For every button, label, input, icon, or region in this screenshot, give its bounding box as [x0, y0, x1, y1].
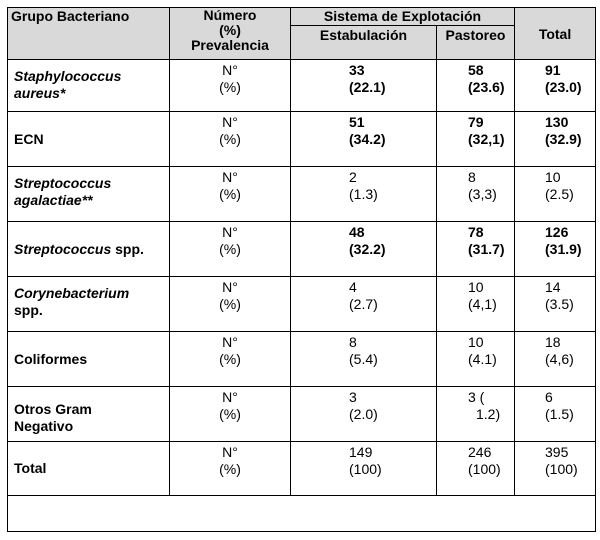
n-label: N°: [222, 279, 238, 295]
estabulacion-cell: [291, 332, 437, 387]
pastoreo-percent: (32,1): [468, 131, 505, 147]
n-label: N°: [222, 224, 238, 240]
pct-label: (%): [219, 241, 241, 257]
row-number-label: [170, 277, 291, 332]
n-label: N°: [222, 114, 238, 130]
total-count: 126: [545, 224, 569, 240]
estabulacion-count: 3: [349, 389, 357, 405]
total-cell: [515, 332, 596, 387]
estabulacion-percent: (1.3): [349, 186, 378, 202]
group-name-line1: Corynebacterium: [14, 285, 130, 301]
estabulacion-cell: [291, 387, 437, 442]
estabulacion-percent: (100): [349, 461, 382, 477]
estabulacion-count: 2: [349, 169, 357, 185]
pastoreo-count: 10: [468, 279, 484, 295]
row-group-name: [8, 167, 170, 222]
table-row: [8, 387, 596, 442]
group-name-line1: Coliformes: [14, 350, 88, 367]
group-name-line2: agalactiae**: [14, 192, 93, 208]
total-cell: [515, 277, 596, 332]
n-label: N°: [222, 444, 238, 460]
row-group-name: [8, 332, 170, 387]
pastoreo-count: 8: [468, 169, 476, 185]
estabulacion-percent: (32.2): [349, 241, 386, 257]
row-number-label: [170, 167, 291, 222]
pct-label: (%): [219, 351, 241, 367]
total-percent: (1.5): [545, 406, 574, 422]
group-name-line1: Otros Gram: [14, 401, 92, 417]
row-group-name: [8, 277, 170, 332]
estabulacion-count: 8: [349, 334, 357, 350]
pastoreo-percent: (3,3): [468, 186, 497, 202]
total-count: 14: [545, 279, 561, 295]
pastoreo-cell: [437, 277, 515, 332]
header-sistema-explotacion: Sistema de Explotación: [291, 8, 515, 26]
total-cell: [515, 222, 596, 277]
group-name-line2: spp.: [14, 302, 43, 318]
pct-label: (%): [219, 186, 241, 202]
header-grupo-bacteriano: Grupo Bacteriano: [8, 8, 170, 60]
table-row: [8, 222, 596, 277]
total-count: 91: [545, 62, 561, 78]
row-group-name: [8, 387, 170, 442]
pct-label: (%): [219, 131, 241, 147]
pastoreo-cell: [437, 167, 515, 222]
total-count: 6: [545, 389, 553, 405]
total-percent: (32.9): [545, 131, 582, 147]
estabulacion-count: 149: [349, 444, 373, 460]
pct-label: (%): [219, 79, 241, 95]
empty-footer-row: [8, 496, 596, 532]
estabulacion-percent: (2.7): [349, 296, 378, 312]
total-count: 18: [545, 334, 561, 350]
n-label: N°: [222, 334, 238, 350]
total-count: 10: [545, 169, 561, 185]
pastoreo-count: 3 (: [468, 389, 485, 405]
group-name-line1: Streptococcus: [14, 175, 112, 191]
table-row: [8, 277, 596, 332]
pastoreo-percent: (23.6): [468, 79, 505, 95]
row-group-name: [8, 442, 170, 496]
bacteria-prevalence-table: [7, 7, 596, 532]
pastoreo-cell: [437, 60, 515, 112]
total-cell: [515, 112, 596, 167]
n-label: N°: [222, 62, 238, 78]
pct-label: (%): [219, 296, 241, 312]
header-numero-line3: Prevalencia: [191, 37, 269, 53]
header-numero-line2: (%): [219, 22, 241, 38]
n-label: N°: [222, 169, 238, 185]
total-cell: [515, 442, 596, 496]
header-numero-line1: Número: [203, 7, 257, 23]
total-count: 130: [545, 114, 569, 130]
header-estabulacion: Estabulación: [291, 26, 437, 60]
pastoreo-cell: [437, 332, 515, 387]
estabulacion-count: 4: [349, 279, 357, 295]
group-name-line1: Staphylococcus: [14, 68, 122, 84]
pastoreo-percent: 1.2): [476, 406, 501, 422]
pastoreo-count: 10: [468, 334, 484, 350]
row-number-label: [170, 387, 291, 442]
empty-footer-cell: [8, 496, 596, 532]
total-cell: [515, 60, 596, 112]
pastoreo-percent: (4,1): [468, 296, 497, 312]
pastoreo-cell: [437, 222, 515, 277]
header-total: Total: [515, 8, 596, 60]
total-percent: (31.9): [545, 241, 582, 257]
estabulacion-cell: [291, 442, 437, 496]
total-percent: (4,6): [545, 351, 574, 367]
row-number-label: [170, 442, 291, 496]
pastoreo-count: 78: [468, 224, 484, 240]
pct-label: (%): [219, 461, 241, 477]
pastoreo-percent: (31.7): [468, 241, 505, 257]
total-percent: (23.0): [545, 79, 582, 95]
row-number-label: [170, 222, 291, 277]
group-name-line1: Streptococcus: [14, 240, 112, 257]
total-percent: (2.5): [545, 186, 574, 202]
pastoreo-cell: [437, 442, 515, 496]
group-name-line2: spp.: [111, 240, 144, 257]
estabulacion-percent: (22.1): [349, 79, 386, 95]
pastoreo-percent: (4.1): [468, 351, 497, 367]
total-percent: (100): [545, 461, 578, 477]
pastoreo-count: 246: [468, 444, 492, 460]
header-numero: [170, 8, 291, 60]
estabulacion-cell: [291, 222, 437, 277]
table-row: [8, 167, 596, 222]
pastoreo-count: 58: [468, 62, 484, 78]
estabulacion-cell: [291, 167, 437, 222]
table-row: [8, 442, 596, 496]
estabulacion-percent: (5.4): [349, 351, 378, 367]
pastoreo-percent: (100): [468, 461, 501, 477]
row-group-name: [8, 222, 170, 277]
group-name-line2: aureus*: [14, 85, 66, 101]
row-number-label: [170, 112, 291, 167]
total-count: 395: [545, 444, 569, 460]
estabulacion-cell: [291, 277, 437, 332]
group-name-line1: Total: [14, 460, 47, 476]
estabulacion-cell: [291, 112, 437, 167]
header-pastoreo: Pastoreo: [437, 26, 515, 60]
table-row: [8, 112, 596, 167]
n-label: N°: [222, 389, 238, 405]
estabulacion-percent: (2.0): [349, 406, 378, 422]
pastoreo-cell: [437, 387, 515, 442]
table-row: [8, 332, 596, 387]
pastoreo-count: 79: [468, 114, 484, 130]
estabulacion-count: 48: [349, 224, 365, 240]
total-percent: (3.5): [545, 296, 574, 312]
estabulacion-cell: [291, 60, 437, 112]
table-row: [8, 60, 596, 112]
estabulacion-count: 33: [349, 62, 365, 78]
row-number-label: [170, 332, 291, 387]
pct-label: (%): [219, 406, 241, 422]
total-cell: [515, 167, 596, 222]
total-cell: [515, 387, 596, 442]
group-name-line2: Negativo: [14, 418, 74, 434]
bacteria-table-container: [7, 7, 595, 532]
row-group-name: [8, 60, 170, 112]
estabulacion-percent: (34.2): [349, 131, 386, 147]
estabulacion-count: 51: [349, 114, 365, 130]
row-number-label: [170, 60, 291, 112]
pastoreo-cell: [437, 112, 515, 167]
group-name-line1: ECN: [14, 130, 44, 147]
row-group-name: [8, 112, 170, 167]
